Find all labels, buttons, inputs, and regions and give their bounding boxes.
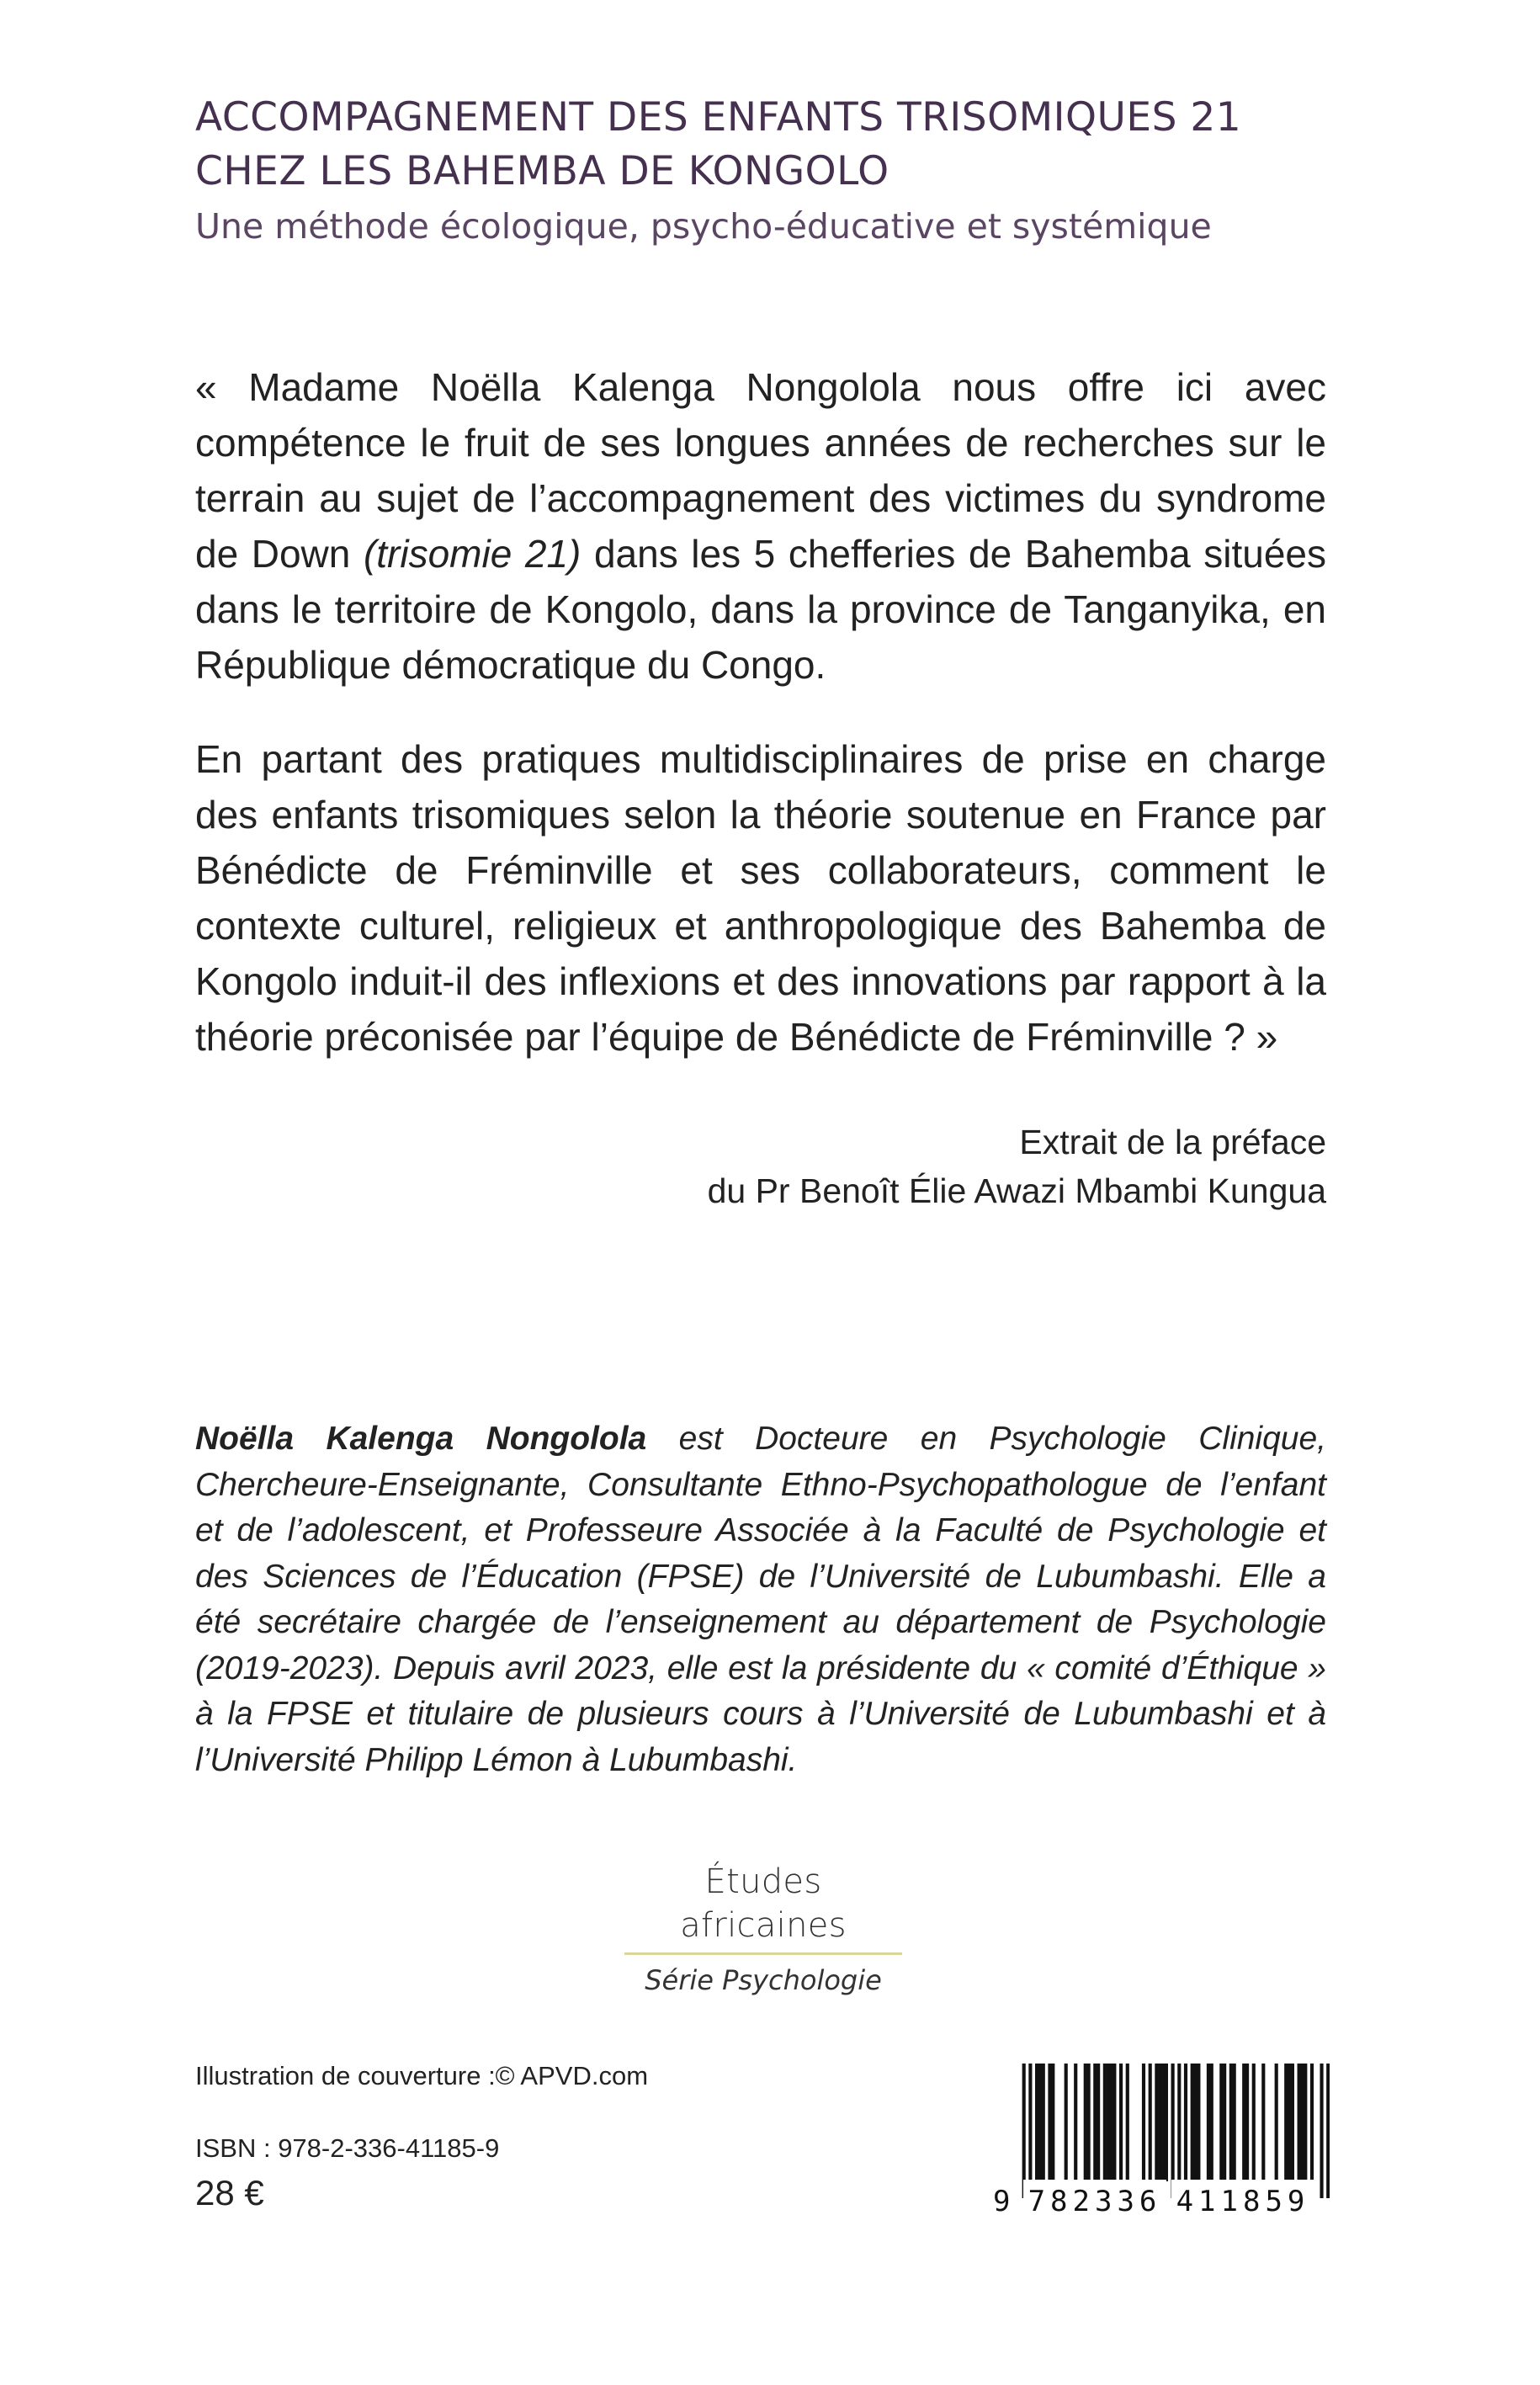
barcode-bar — [1155, 2064, 1158, 2181]
barcode-left-digits: 782336 — [1023, 2180, 1166, 2223]
barcode-bar — [1284, 2064, 1288, 2181]
cover-illustration-credit: Illustration de couverture :© APVD.com — [195, 2061, 649, 2090]
barcode-bar — [1326, 2064, 1330, 2198]
barcode-bar — [1207, 2064, 1210, 2181]
barcode-bar — [1084, 2064, 1087, 2181]
attribution-line-2: du Pr Benoît Élie Awazi Mbambi Kungua — [707, 1171, 1326, 1210]
barcode — [993, 2064, 1330, 2223]
barcode-bar — [1119, 2064, 1123, 2181]
barcode-bar — [1219, 2064, 1223, 2181]
barcode-bar — [1288, 2064, 1291, 2181]
barcode-bar — [1252, 2064, 1256, 2181]
barcode-bar — [1304, 2064, 1307, 2181]
barcode-bar — [1165, 2064, 1168, 2181]
series-divider — [624, 1952, 902, 1955]
barcode-right-digits: 411859 — [1171, 2180, 1314, 2223]
barcode-bar — [1320, 2064, 1323, 2198]
barcode-bar — [1298, 2064, 1301, 2181]
barcode-bar — [1028, 2064, 1032, 2198]
author-bio-text: est Docteure en Psychologie Clinique, Chercheure-Enseignante, Consultante Ethno-Psychopathologue de l’enfant et de l’adolescent, et Professeure Associée à la Faculté de Psychologie et des Sciences de l’Éducation (FPSE) de l’Université de Lubumbashi. Elle a été secrétaire chargée de l’enseignement au département de Psychologie (2019-2023). Depuis avril 2023, elle est la présidente du « comité d’Éthique » à la FPSE et titulaire de plusieurs cours à l’Université de Lubumbashi et à l’Université Philipp Lémon à Lubumbashi. — [195, 1421, 1326, 1778]
barcode-bar — [1191, 2064, 1194, 2181]
barcode-bar — [1103, 2064, 1107, 2181]
barcode-bar — [1300, 2064, 1304, 2181]
series-name: Études africaines — [680, 1862, 847, 1945]
barcode-bar — [1275, 2064, 1278, 2181]
barcode-bar — [1233, 2064, 1236, 2181]
book-subtitle: Une méthode écologique, psycho-éducative et systémique — [195, 206, 1212, 247]
quote-p1-part2: dans les 5 chefferies de Bahemba situées dans le territoire de Kongolo, dans la province de Tanganyika, en République démocratique du Congo. — [195, 532, 1326, 687]
barcode-bar — [1229, 2064, 1233, 2181]
barcode-bar — [1035, 2064, 1038, 2181]
isbn: ISBN : 978-2-336-41185-9 — [195, 2133, 500, 2163]
barcode-bar — [1113, 2064, 1116, 2181]
barcode-first-digit: 9 — [993, 2185, 1011, 2218]
barcode-bars — [993, 2064, 1330, 2198]
barcode-bar — [1291, 2064, 1294, 2181]
price: 28 € — [195, 2173, 264, 2212]
title-block — [195, 91, 1373, 252]
barcode-bar — [1048, 2064, 1051, 2181]
author-bio — [195, 1416, 1326, 1783]
barcode-bar — [1074, 2064, 1077, 2181]
quote-paragraph-2: En partant des pratiques multidisciplinaires de prise en charge des enfants trisomiques selon la théorie soutenue en France par Bénédicte de Fréminville et ses collaborateurs, comment le contexte culturel, religieux et anthropologique des Bahemba de Kongolo induit-il des inflexions et des innovations par rapport à la théorie préconisée par l’équipe de Bénédicte de Fréminville ? » — [195, 737, 1326, 1059]
barcode-bar — [1158, 2064, 1161, 2181]
barcode-bar — [1242, 2064, 1245, 2181]
barcode-bar — [1177, 2064, 1181, 2198]
barcode-bar — [1210, 2064, 1213, 2181]
barcode-bar — [1038, 2064, 1042, 2181]
barcode-digits — [993, 2180, 1330, 2223]
barcode-bar — [1184, 2064, 1187, 2181]
barcode-bar — [1261, 2064, 1265, 2181]
barcode-bar — [1149, 2064, 1152, 2181]
barcode-bar — [1065, 2064, 1068, 2181]
quote-p1-part1: « Madame Noëlla Kalenga Nongolola nous offre ici avec compétence le fruit de ses longues années de recherches sur le terrain au sujet de l’accompagnement des victimes du syndrome de Down — [195, 365, 1326, 576]
barcode-bar — [1193, 2064, 1197, 2181]
barcode-bar — [1142, 2064, 1145, 2181]
barcode-bar — [1107, 2064, 1110, 2181]
barcode-bar — [1022, 2064, 1026, 2198]
series-subtitle: Série Psychologie — [645, 1964, 882, 1996]
barcode-bar — [1223, 2064, 1226, 2181]
book-title-line-2: CHEZ LES BAHEMBA DE KONGOLO — [195, 148, 889, 194]
barcode-bar — [1051, 2064, 1054, 2181]
quote-paragraph-1 — [195, 359, 1326, 693]
book-title-line-1: ACCOMPAGNEMENT DES ENFANTS TRISOMIQUES 21 — [195, 94, 1242, 141]
barcode-bar — [1171, 2064, 1175, 2198]
barcode-bar — [1042, 2064, 1045, 2181]
quote-attribution — [708, 1118, 1326, 1215]
barcode-bar — [1087, 2064, 1091, 2181]
barcode-bar — [1126, 2064, 1129, 2181]
barcode-bar — [1093, 2064, 1097, 2181]
barcode-bar — [1161, 2064, 1165, 2181]
series-logo — [624, 1860, 902, 1999]
quote-p1-emphasis: (trisomie 21) — [363, 532, 581, 576]
barcode-bar — [1197, 2064, 1200, 2181]
barcode-bar — [1109, 2064, 1113, 2181]
preface-quote — [195, 359, 1326, 1103]
attribution-line-1: Extrait de la préface — [1019, 1123, 1326, 1161]
barcode-bar — [1245, 2064, 1249, 2181]
barcode-bar — [1097, 2064, 1100, 2181]
barcode-bar — [1310, 2064, 1314, 2181]
author-name: Noëlla Kalenga Nongolola — [195, 1421, 647, 1457]
